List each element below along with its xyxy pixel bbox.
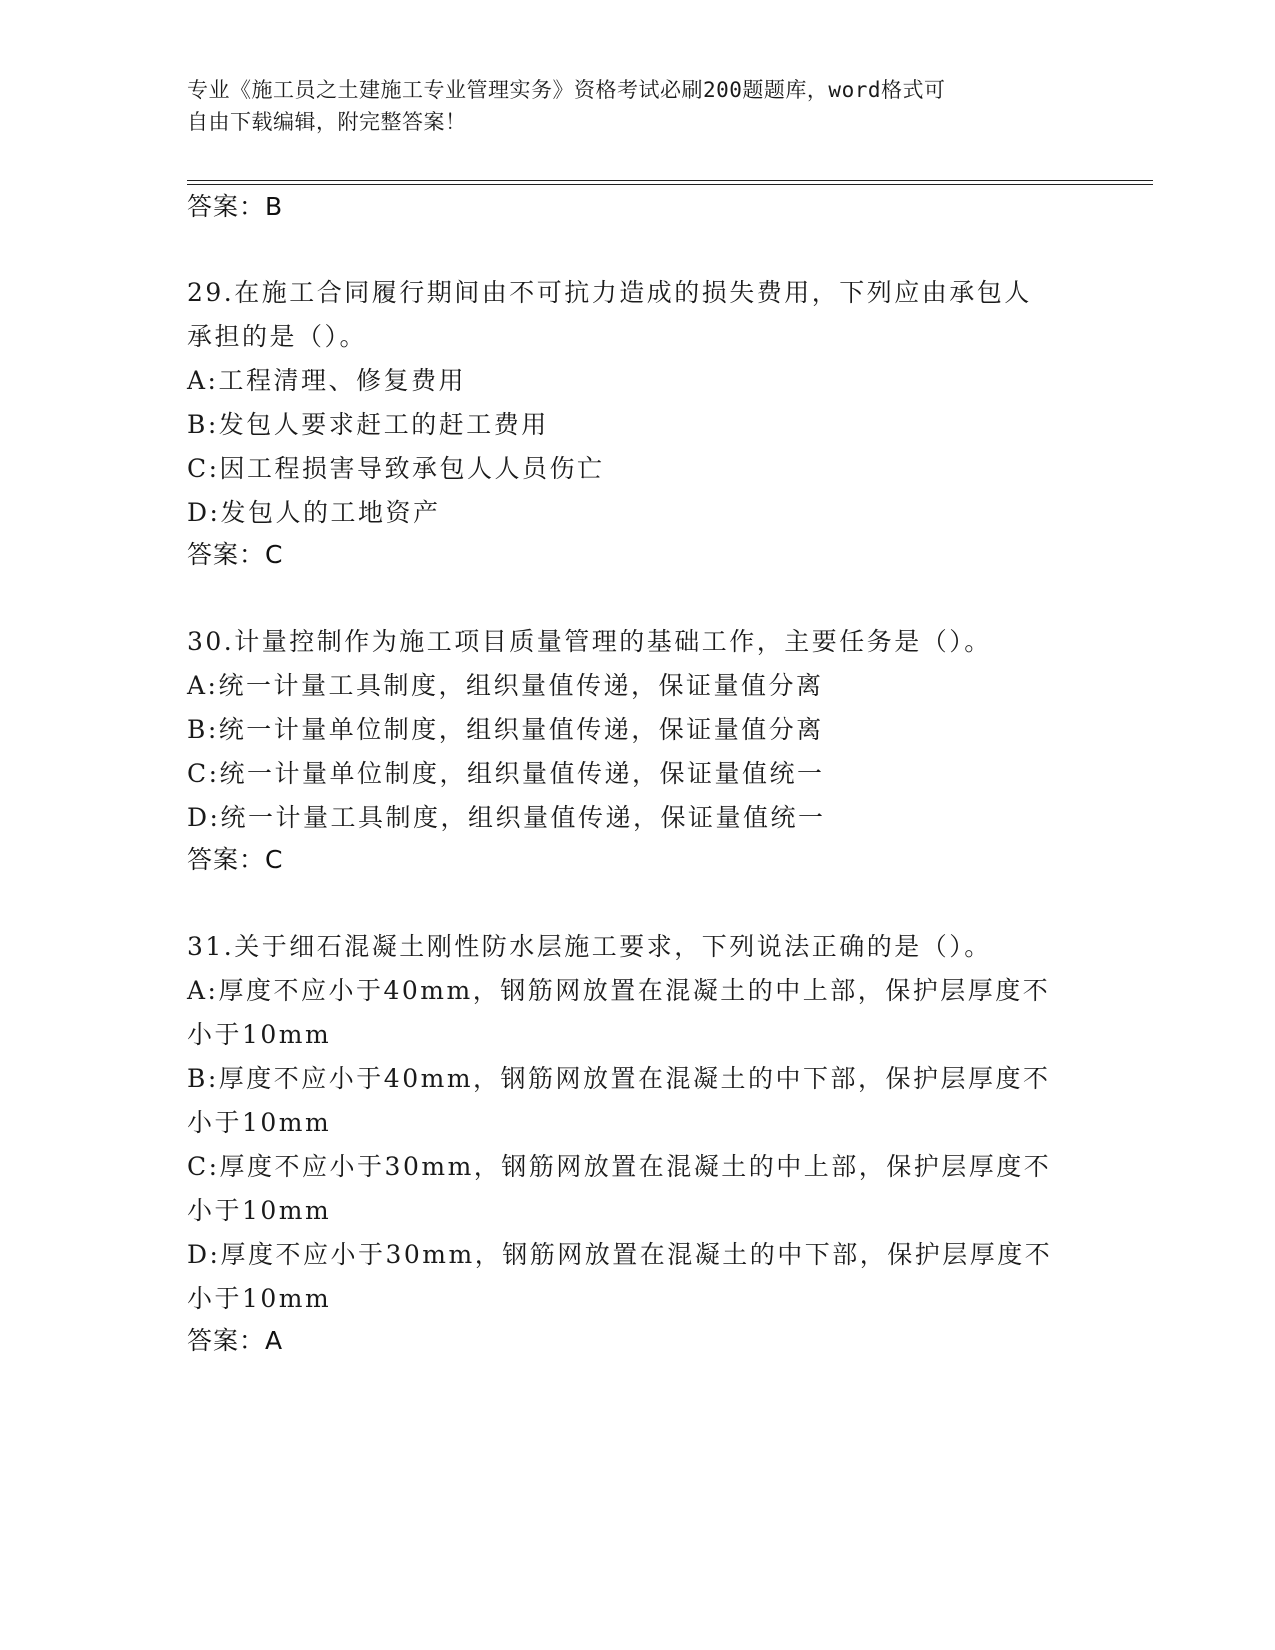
question-31-option-c-line-2: 小于10mm [187, 1196, 332, 1225]
question-31-option-d-line-2: 小于10mm [187, 1284, 332, 1313]
question-31-stem-line-1: 31.关于细石混凝土刚性防水层施工要求，下列说法正确的是（）。 [187, 932, 992, 961]
question-29-stem-line-1: 29.在施工合同履行期间由不可抗力造成的损失费用，下列应由承包人 [187, 278, 1032, 307]
question-31-option-a-line-1: A:厚度不应小于40mm，钢筋网放置在混凝土的中上部，保护层厚度不 [187, 976, 1051, 1005]
question-30-option-d: D:统一计量工具制度，组织量值传递，保证量值统一 [187, 803, 826, 832]
previous-answer: 答案：B [187, 192, 284, 221]
question-31-option-a-line-2: 小于10mm [187, 1020, 332, 1049]
header-line-2: 自由下载编辑，附完整答案！ [187, 110, 467, 134]
header-line-1: 专业《施工员之土建施工专业管理实务》资格考试必刷200题题库，word格式可 [187, 78, 946, 102]
question-30-option-c: C:统一计量单位制度，组织量值传递，保证量值统一 [187, 759, 825, 788]
question-31-option-b-line-2: 小于10mm [187, 1108, 332, 1137]
question-30-option-b: B:统一计量单位制度，组织量值传递，保证量值分离 [187, 715, 824, 744]
question-30-answer: 答案：C [187, 845, 284, 874]
question-30-option-a: A:统一计量工具制度，组织量值传递，保证量值分离 [187, 671, 824, 700]
question-29-answer: 答案：C [187, 540, 284, 569]
header-divider-bottom [187, 184, 1153, 185]
question-31-option-c-line-1: C:厚度不应小于30mm，钢筋网放置在混凝土的中上部，保护层厚度不 [187, 1152, 1052, 1181]
question-30-stem-line-1: 30.计量控制作为施工项目质量管理的基础工作，主要任务是（）。 [187, 627, 992, 656]
header-divider-top [187, 180, 1153, 181]
document-header [187, 74, 1067, 138]
question-29-option-a: A:工程清理、修复费用 [187, 366, 466, 395]
question-31-answer: 答案：A [187, 1326, 284, 1355]
question-29-option-d: D:发包人的工地资产 [187, 498, 441, 527]
question-29-stem-line-2: 承担的是（）。 [187, 322, 368, 351]
question-29-option-b: B:发包人要求赶工的赶工费用 [187, 410, 549, 439]
question-29-option-c: C:因工程损害导致承包人人员伤亡 [187, 454, 605, 483]
question-31-option-b-line-1: B:厚度不应小于40mm，钢筋网放置在混凝土的中下部，保护层厚度不 [187, 1064, 1051, 1093]
question-31-option-d-line-1: D:厚度不应小于30mm，钢筋网放置在混凝土的中下部，保护层厚度不 [187, 1240, 1053, 1269]
